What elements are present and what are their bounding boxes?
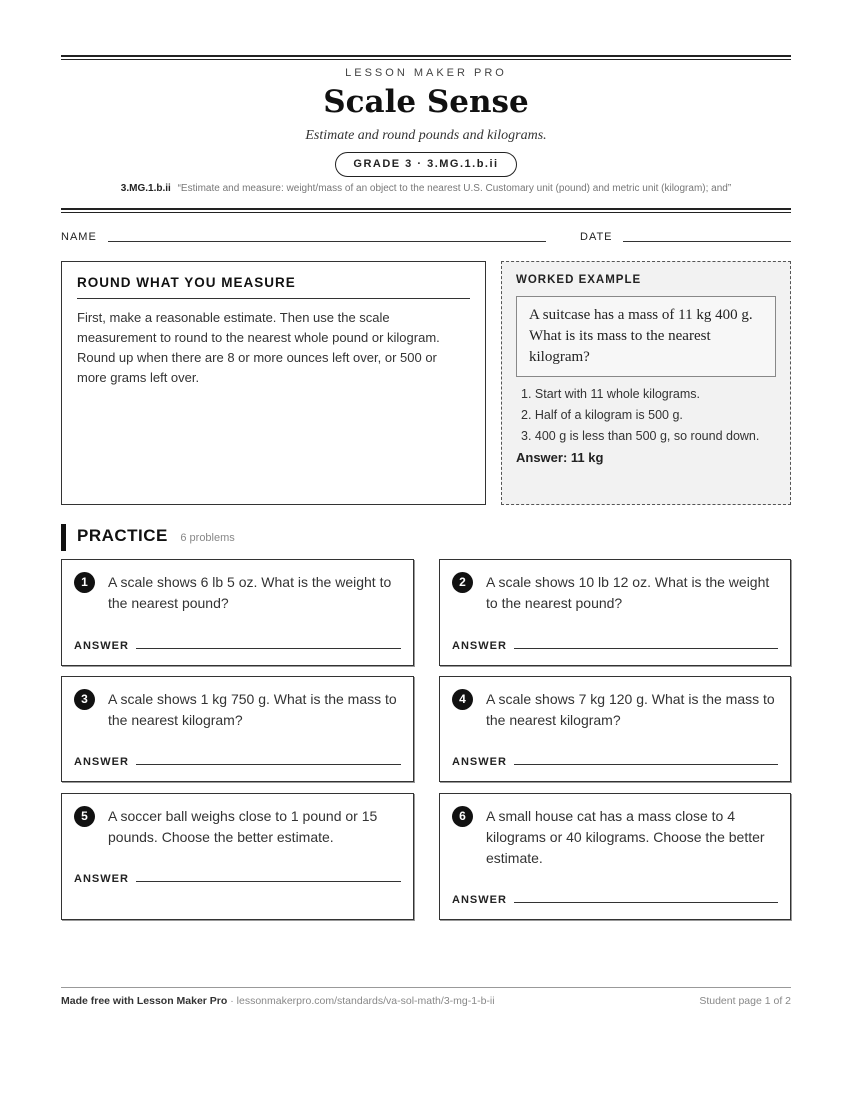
answer-field[interactable] (514, 648, 778, 649)
page-subtitle: Estimate and round pounds and kilograms. (305, 128, 547, 143)
problem-card-4 (439, 676, 791, 782)
date-field[interactable] (623, 241, 791, 242)
footer-rule (61, 987, 791, 988)
standard-line (61, 183, 791, 194)
answer-label: ANSWER (452, 894, 507, 906)
problem-card-1 (61, 559, 414, 666)
answer-label: ANSWER (452, 640, 507, 652)
footer-page-number: Student page 1 of 2 (699, 995, 791, 1007)
footer-url[interactable]: · lessonmakerpro.com/standards/va-sol-math/3-mg-1-b-ii (230, 995, 495, 1007)
standard-code: 3.MG.1.b.ii (120, 183, 171, 194)
brand-name: LESSON MAKER PRO (345, 67, 507, 79)
problem-number-badge: 3 (74, 689, 95, 710)
page-title: Scale Sense (323, 84, 529, 120)
problem-question: A scale shows 7 kg 120 g. What is the mass to the nearest kilogram? (486, 691, 775, 728)
grade-badge: GRADE 3 · 3.MG.1.b.ii (335, 152, 517, 177)
round-box-heading: ROUND WHAT YOU MEASURE (77, 275, 470, 299)
worked-example-question: A suitcase has a mass of 11 kg 400 g. What is its mass to the nearest kilogram? (516, 296, 776, 377)
problem-card-5 (61, 793, 414, 920)
worked-example-box (501, 261, 791, 505)
problem-number-badge: 6 (452, 806, 473, 827)
problem-number-badge: 2 (452, 572, 473, 593)
name-label: NAME (61, 231, 97, 243)
worked-example-answer: Answer: 11 kg (516, 450, 604, 465)
header-top-rule (61, 55, 791, 60)
answer-field[interactable] (136, 648, 401, 649)
problem-question: A soccer ball weighs close to 1 pound or 15 pounds. Choose the better estimate. (108, 808, 378, 845)
footer-made-with: Made free with Lesson Maker Pro (61, 995, 228, 1007)
standard-text: “Estimate and measure: weight/mass of an object to the nearest U.S. Customary unit (pound) and metric unit (kilogram); and” (177, 183, 732, 194)
worksheet-page (61, 0, 791, 1100)
answer-field[interactable] (514, 902, 778, 903)
practice-heading (61, 524, 235, 551)
problem-question: A small house cat has a mass close to 4 kilograms or 40 kilograms. Choose the better estimate. (486, 808, 765, 866)
problem-card-2 (439, 559, 791, 666)
answer-field[interactable] (136, 764, 401, 765)
practice-count: 6 problems (180, 532, 235, 544)
name-field[interactable] (108, 241, 546, 242)
date-label: DATE (580, 231, 613, 243)
answer-label: ANSWER (452, 756, 507, 768)
worked-example-step: 2. Half of a kilogram is 500 g. (521, 408, 683, 422)
answer-label: ANSWER (74, 640, 129, 652)
worked-example-steps (516, 384, 776, 447)
worked-example-step: 1. Start with 11 whole kilograms. (521, 387, 701, 401)
problem-card-6 (439, 793, 791, 920)
problem-number-badge: 5 (74, 806, 95, 827)
answer-field[interactable] (514, 764, 778, 765)
problem-card-3 (61, 676, 414, 782)
answer-field[interactable] (136, 881, 401, 882)
round-box-body: First, make a reasonable estimate. Then use the scale measurement to round to the nearest whole pound or kilogram. Round up when there are 8 or more ounces left over, or 500 or more grams left over. (77, 310, 440, 385)
answer-label: ANSWER (74, 756, 129, 768)
problem-question: A scale shows 10 lb 12 oz. What is the weight to the nearest pound? (486, 574, 770, 611)
problem-question: A scale shows 6 lb 5 oz. What is the weight to the nearest pound? (108, 574, 392, 611)
problem-number-badge: 4 (452, 689, 473, 710)
footer-credit (61, 995, 495, 1007)
round-instructions-box (61, 261, 486, 505)
answer-label: ANSWER (74, 873, 129, 885)
practice-title: PRACTICE (77, 526, 168, 545)
problem-number-badge: 1 (74, 572, 95, 593)
problem-question: A scale shows 1 kg 750 g. What is the mass to the nearest kilogram? (108, 691, 397, 728)
worked-example-step: 3. 400 g is less than 500 g, so round down. (521, 429, 760, 443)
worked-example-heading: WORKED EXAMPLE (516, 274, 642, 286)
header-bottom-rule (61, 208, 791, 213)
